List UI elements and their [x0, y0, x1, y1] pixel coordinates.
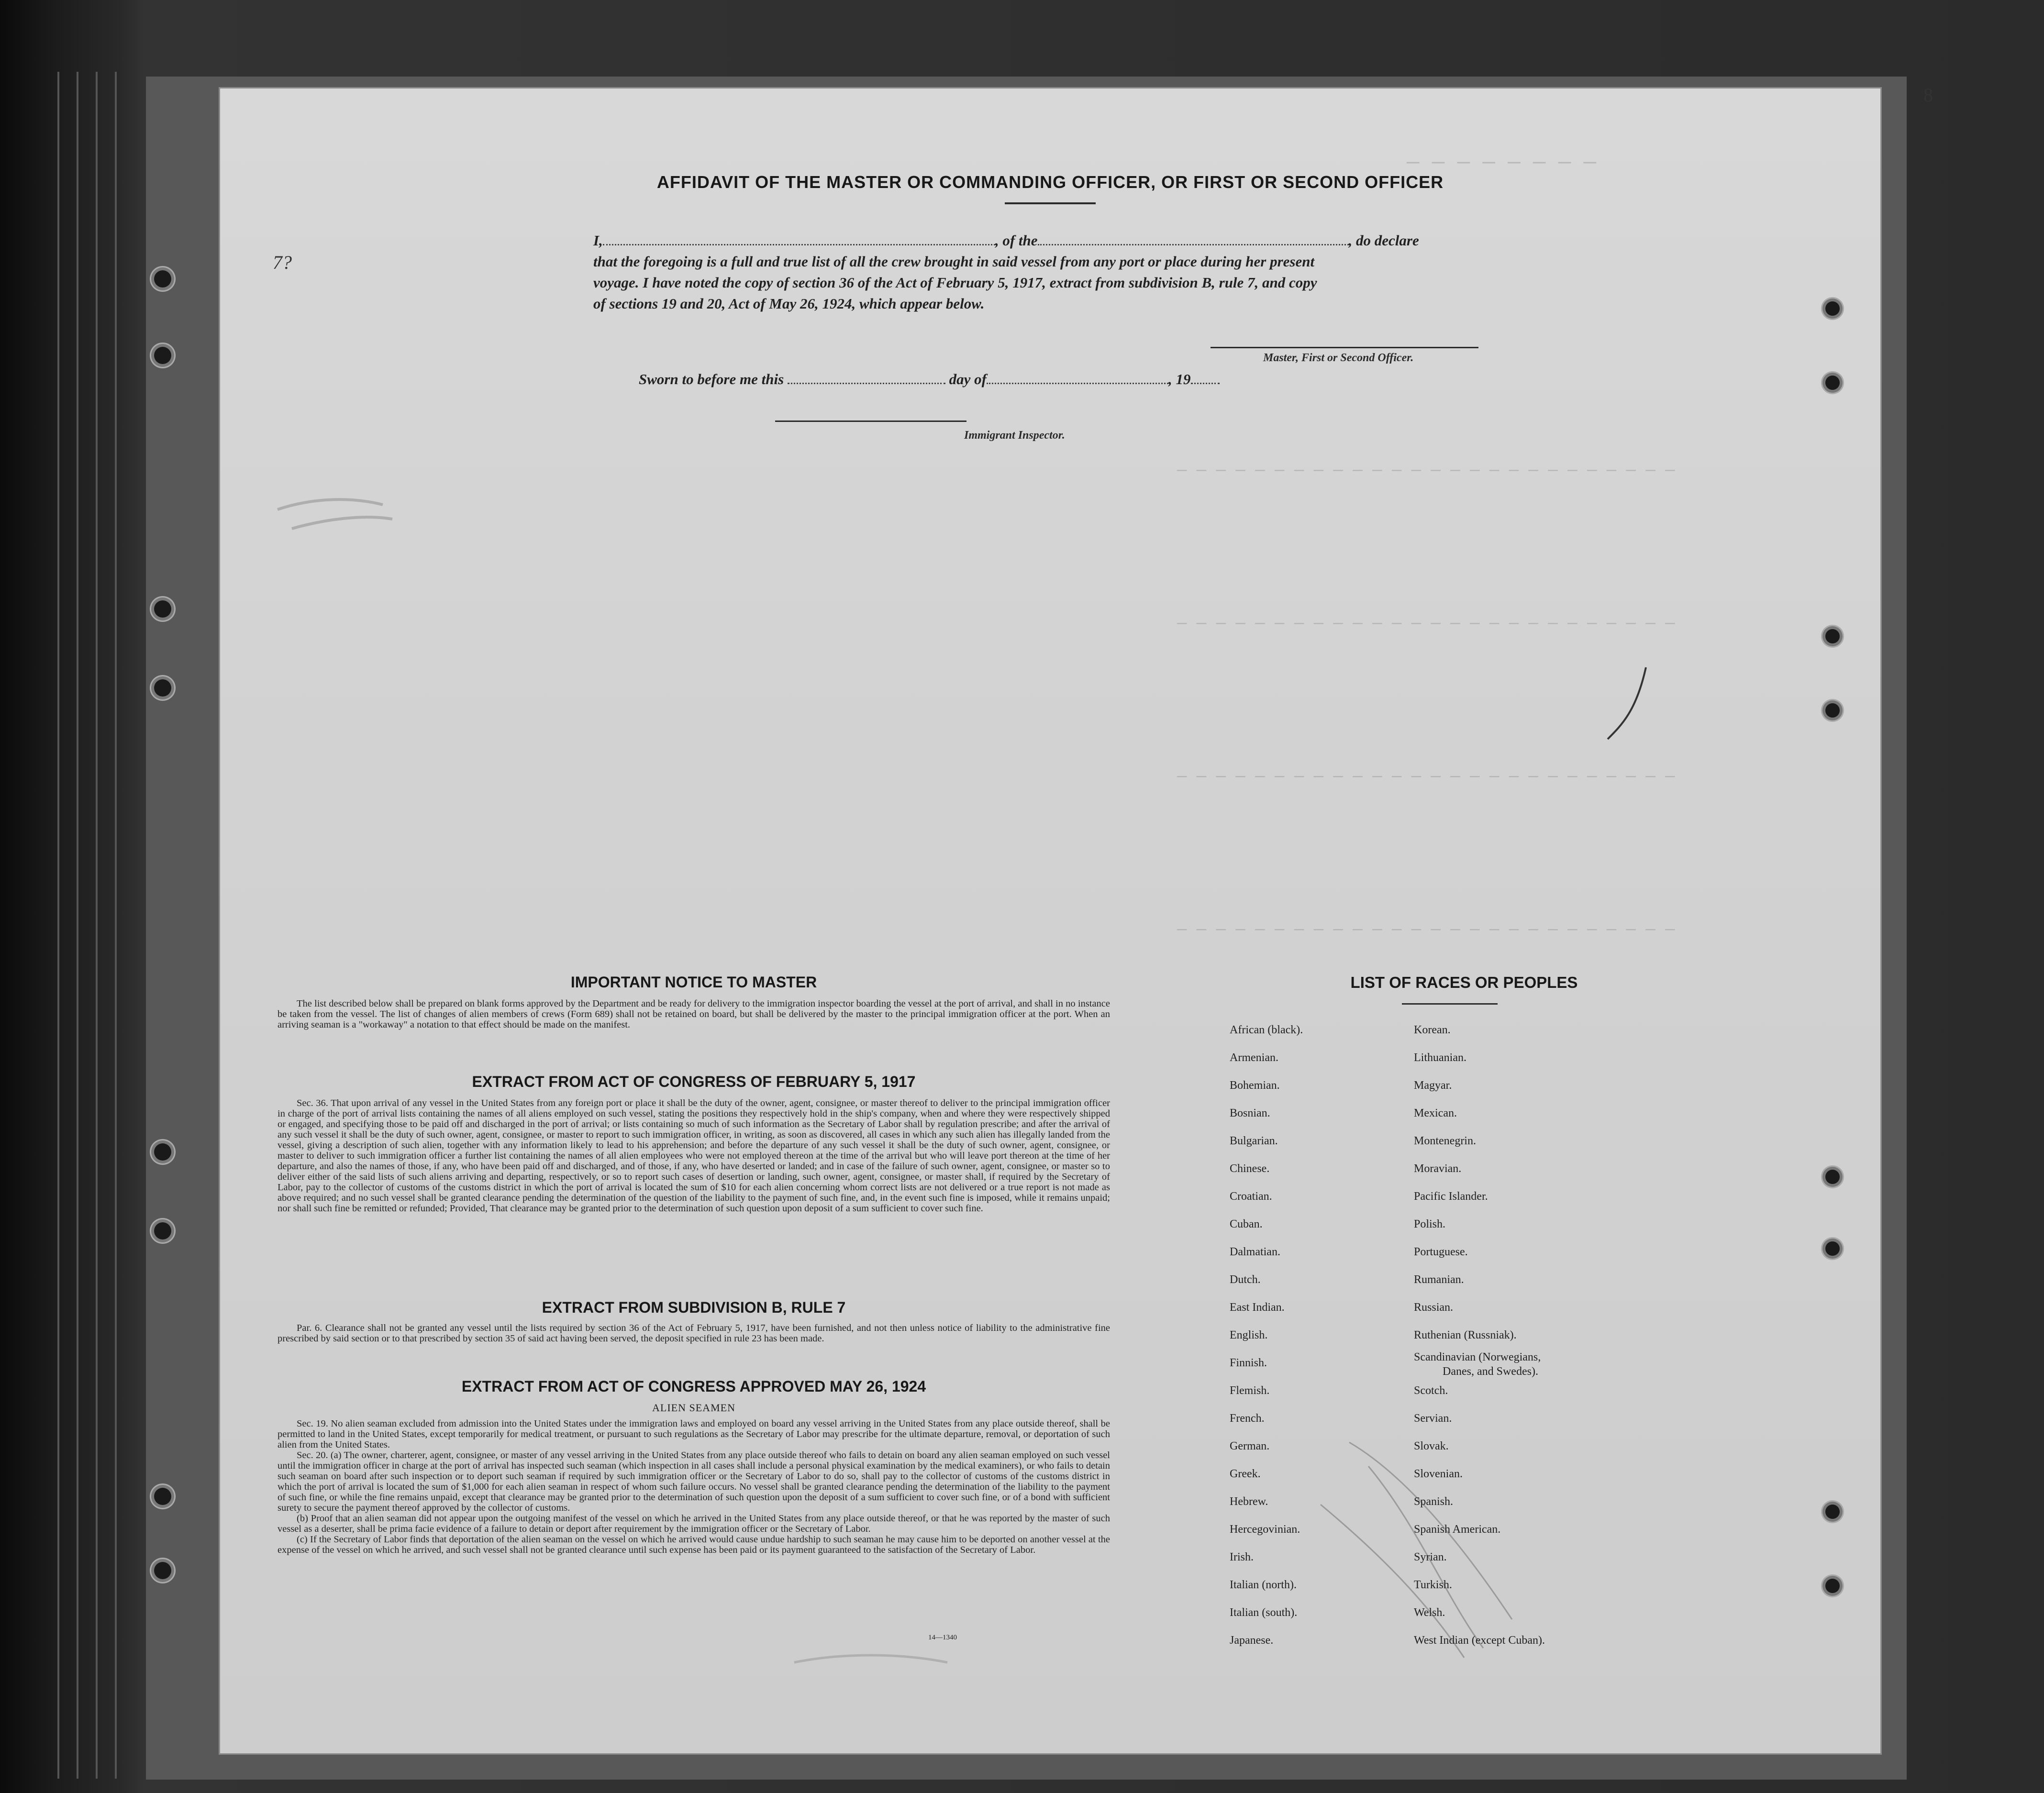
binder-hole [154, 1222, 171, 1240]
year-label: , 19 [1168, 371, 1191, 387]
binder-edge [115, 72, 117, 1779]
race-item: Greek. [1230, 1468, 1261, 1480]
section-20a-paragraph: Sec. 20. (a) The owner, charterer, agent, consignee, or master of any vessel arriving in the United States from any place outside thereof who fails to detain on board any alien seaman employed on such vessel until the immigration officer in charge at the port of arrival has inspected such seaman (which inspection in all cases shall include a personal physical examination by the medical examiners), or who fails to detain such seaman on board after such inspection or to deport such seaman if required by such immigration officer or the Secretary of Labor to do so, shall pay to the collector of customs of the customs district in which the port of arrival is located the sum of $1,000 for each alien seaman in respect of whom such failure occurs. No vessel shall be granted clearance pending the determination of the liability to the payment of such fine, or while the fine remains unpaid, except that clearance may be granted prior to the determination of such question upon the deposit of a sum sufficient to cover such fine, or of a bond with sufficient surety to secure the payment thereof approved by the collector of customs. [278, 1450, 1110, 1513]
race-item: Hebrew. [1230, 1495, 1268, 1508]
punch-hole [1825, 376, 1840, 390]
bleed-through-text: — — — — — — — — [1407, 151, 1597, 175]
race-item: Finnish. [1230, 1357, 1267, 1369]
race-item: Ruthenian (Russniak). [1414, 1329, 1517, 1341]
race-item: Slovak. [1414, 1440, 1449, 1452]
race-item: East Indian. [1230, 1301, 1285, 1314]
binder-hole [154, 270, 171, 288]
race-item: Korean. [1414, 1024, 1451, 1036]
race-item: Slovenian. [1414, 1468, 1463, 1480]
race-item: Dutch. [1230, 1273, 1261, 1286]
notice-title: IMPORTANT NOTICE TO MASTER [570, 974, 817, 991]
bleed-through-text: — — — — — — — — — — — — — — — — — — — — — — — — — — [1177, 921, 1675, 939]
race-item: Hercegovinian. [1230, 1523, 1300, 1536]
binder-hole [154, 1562, 171, 1579]
binder-hole [154, 1143, 171, 1161]
do-declare-label: , do declare [1348, 232, 1419, 249]
sworn-label: Sworn to before me this [639, 371, 784, 387]
race-item: Flemish. [1230, 1384, 1270, 1397]
race-item: Italian (north). [1230, 1579, 1297, 1591]
form-page [220, 84, 1933, 1753]
master-signature-label: Master, First or Second Officer. [1263, 352, 1414, 364]
race-item: Mexican. [1414, 1107, 1457, 1119]
bleed-through-text: — — — — — — — — — — — — — — — — — — — — — — — — — — [1177, 462, 1675, 480]
bleed-through-text: — — — — — — — — — — — — — — — — — — — — — — — — — — [1177, 615, 1675, 633]
punch-hole [1825, 1505, 1840, 1519]
race-item: Portuguese. [1414, 1246, 1468, 1258]
race-item: Scandinavian (Norwegians, [1414, 1351, 1541, 1363]
section-20b-paragraph: (b) Proof that an alien seaman did not appear upon the outgoing manifest of the vessel on which he arrived in the United States from any place outside thereof, or that he was reported by the master of such vessel as a deserter, shall be prima facie evidence of a failure to detain or deport after requirement by the immigration officer or the Secretary of Labor. [278, 1513, 1110, 1534]
punch-hole [1825, 301, 1840, 316]
race-item: Dalmatian. [1230, 1246, 1280, 1258]
race-item: African (black). [1230, 1024, 1303, 1036]
notice-paragraph: The list described below shall be prepared on blank forms approved by the Department and be ready for delivery to the immigration inspector boarding the vessel at the port of arrival, and shall in no instance be taken from the vessel. The list of changes of alien members of crews (Form 689) shall not be retained on board, but shall be delivered by the master to the principal immigration officer at the port. When an arriving seaman is a "workaway" a notation to that effect should be made on the manifest. [278, 998, 1110, 1030]
punch-hole [1825, 1579, 1840, 1593]
extract-1917-title: EXTRACT FROM ACT OF CONGRESS OF FEBRUARY 5, 1917 [472, 1073, 916, 1090]
section-36-paragraph: Sec. 36. That upon arrival of any vessel in the United States from any foreign port or place it shall be the duty of the owner, agent, consignee, or master thereof to deliver to the principal immigration officer in charge of the port of arrival lists containing the names of all aliens employed on such vessel, stating the positions they respectively hold in the ship's company, when and where they were respectively shipped or engaged, and specifying those to be paid off and discharged in the port of arrival; or lists containing so much of such information as the Secretary of Labor shall by regulation prescribe; and after the arrival of any such vessel it shall be the duty of such owner, agent, consignee, or master to report to such immigration officer, in writing, as soon as discovered, all cases in which any such alien has illegally landed from the vessel, giving a description of such alien, together with any information likely to lead to his apprehension; and before the departure of any such vessel it shall be the duty of such owner, agent, consignee, or master to deliver to such immigration officer a further list containing the names of all alien employees who were not employed thereon at the time of the arrival but who will leave port thereon at the time of her departure, and also the names of those, if any, who have been paid off and discharged, and of those, if any, who have deserted or landed; and in case of the failure of such owner, agent, consignee, or master so to deliver either of the said lists of such aliens arriving and departing, respectively, or so to report such cases of desertion or landing, such owner, agent, consignee, or master shall, if required by the Secretary of Labor, pay to the collector of customs of the customs district in which the port of arrival is located the sum of $10 for each alien concerning whom correct lists are not delivered or a true report is not made as above required; and no such vessel shall be granted clearance pending the determination of the question of the liability to the payment of such fine, and, in the event such fine is imposed, while it remains unpaid; nor shall such fine be remitted or refunded; Provided, That clearance may be granted prior to the determination of such question upon deposit of a sum sufficient to cover such fine. [278, 1098, 1110, 1214]
inspector-signature-label: Immigrant Inspector. [964, 429, 1065, 442]
race-item: Armenian. [1230, 1051, 1278, 1064]
punch-hole [1825, 1170, 1840, 1184]
bleed-through-text: — — — — — — — — — — — — — — — — — — — — — — — — — — [1177, 768, 1675, 786]
race-item: English. [1230, 1329, 1268, 1341]
race-item: Bohemian. [1230, 1079, 1280, 1092]
day-of-label: day of [949, 371, 987, 387]
affidavit-line-3: voyage. I have noted the copy of section 36 of the Act of February 5, 1917, extract from subdivision B, rule 7, and copy [593, 274, 1317, 291]
races-title-rule [1402, 1003, 1498, 1005]
extract-1924-text [278, 1418, 1110, 1555]
race-item: Cuban. [1230, 1218, 1263, 1230]
race-item: German. [1230, 1440, 1270, 1452]
extract-1924-title: EXTRACT FROM ACT OF CONGRESS APPROVED MAY 26, 1924 [461, 1378, 926, 1395]
race-item: Japanese. [1230, 1634, 1274, 1647]
punch-hole [1825, 629, 1840, 643]
binder-edge [77, 72, 78, 1779]
race-item: Scotch. [1414, 1384, 1448, 1397]
race-item: French. [1230, 1412, 1265, 1425]
binder-edge [57, 72, 59, 1779]
section-19-paragraph: Sec. 19. No alien seaman excluded from admission into the United States under the immigration laws and employed on board any vessel arriving in the United States from any place outside thereof, shall be permitted to land in the United States, except temporarily for medical treatment, or pursuant to such regulations as the Secretary of Labor may prescribe for the ultimate departure, removal, or deportation of such alien from the United States. [278, 1418, 1110, 1450]
race-item: West Indian (except Cuban). [1414, 1634, 1545, 1647]
rule-7-title: EXTRACT FROM SUBDIVISION B, RULE 7 [542, 1299, 846, 1316]
race-item: Welsh. [1414, 1606, 1445, 1619]
alien-seamen-heading: ALIEN SEAMEN [652, 1402, 735, 1414]
race-item: Servian. [1414, 1412, 1452, 1425]
race-item: Magyar. [1414, 1079, 1452, 1092]
race-item: Montenegrin. [1414, 1135, 1476, 1147]
race-item: Lithuanian. [1414, 1051, 1466, 1064]
race-item: Moravian. [1414, 1162, 1462, 1175]
race-item: Chinese. [1230, 1162, 1270, 1175]
affidavit-line-2: that the foregoing is a full and true list of all the crew brought in said vessel from any port or place during her present [593, 253, 1315, 270]
of-the-label: , of the [995, 232, 1038, 249]
punch-hole [1825, 703, 1840, 718]
race-item: Syrian. [1414, 1551, 1447, 1563]
race-item: Spanish American. [1414, 1523, 1501, 1536]
race-item: Italian (south). [1230, 1606, 1298, 1619]
punch-hole [1825, 1241, 1840, 1256]
race-item: Russian. [1414, 1301, 1454, 1314]
race-item: Rumanian. [1414, 1273, 1464, 1286]
race-item: Croatian. [1230, 1190, 1272, 1203]
rule-7-text [278, 1323, 1110, 1344]
race-item: Turkish. [1414, 1579, 1452, 1591]
binder-hole [154, 347, 171, 364]
form-number: 14—1340 [928, 1634, 957, 1641]
affidavit-line-4: of sections 19 and 20, Act of May 26, 1924, which appear below. [593, 295, 985, 312]
affidavit-title: AFFIDAVIT OF THE MASTER OR COMMANDING OFFICER, OR FIRST OR SECOND OFFICER [656, 172, 1444, 192]
binder-hole [154, 600, 171, 618]
margin-mark: 7? [273, 252, 292, 273]
affidavit-i-label: I, [593, 232, 603, 249]
margin-mark: 8 [1923, 84, 1933, 106]
race-item: Irish. [1230, 1551, 1254, 1563]
section-20c-paragraph: (c) If the Secretary of Labor finds that deportation of the alien seaman on the vessel on which he arrived would cause undue hardship to such seaman he may cause him to be deported on another vessel at the expense of the vessel on which he arrived, and such vessel shall not be granted clearance until such expense has been paid or its payment guaranteed to the satisfaction of the Secretary of Labor. [278, 1534, 1110, 1555]
race-item: Polish. [1414, 1218, 1446, 1230]
notice-text [278, 998, 1110, 1030]
extract-1917-text [278, 1098, 1110, 1214]
rule-7-paragraph: Par. 6. Clearance shall not be granted any vessel until the lists required by section 36 of the Act of February 5, 1917, have been furnished, and not then unless notice of liability to the administrative fine prescribed by said section or to that prescribed by section 35 of said act having been served, the deposit specified in rule 23 has been made. [278, 1323, 1110, 1344]
binder-hole [154, 1488, 171, 1505]
race-item: Spanish. [1414, 1495, 1454, 1508]
race-item: Bosnian. [1230, 1107, 1270, 1119]
races-title: LIST OF RACES OR PEOPLES [1350, 974, 1578, 991]
race-item: Pacific Islander. [1414, 1190, 1488, 1203]
binder-edge [96, 72, 98, 1779]
race-item: Bulgarian. [1230, 1135, 1278, 1147]
race-item-continuation: Danes, and Swedes). [1443, 1365, 1538, 1378]
binder-hole [154, 679, 171, 697]
